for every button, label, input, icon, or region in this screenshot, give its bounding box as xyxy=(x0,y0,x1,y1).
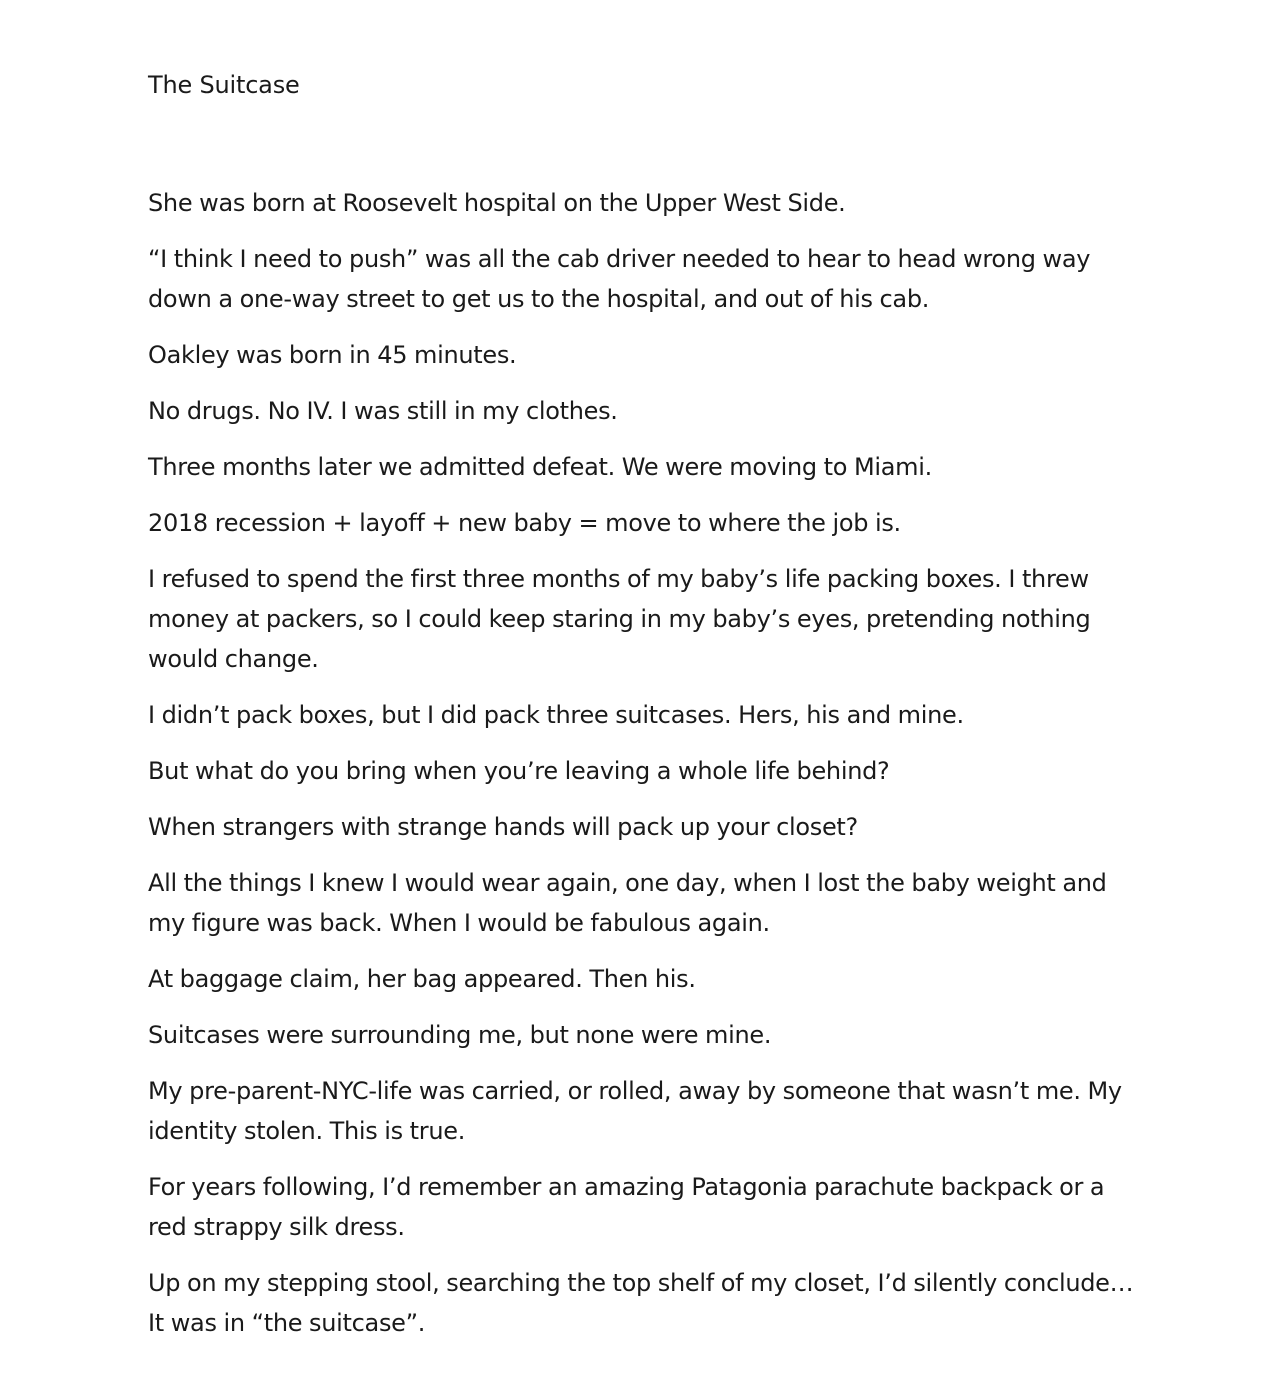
paragraph-6: 2018 recession + layoff + new baby = move to where the job is. xyxy=(148,509,901,537)
paragraph-4: No drugs. No IV. I was still in my clothes. xyxy=(148,397,618,425)
paragraph-8: I didn’t pack boxes, but I did pack three suitcases. Hers, his and mine. xyxy=(148,701,964,729)
document-title: The Suitcase xyxy=(148,71,300,99)
paragraph-15: For years following, I’d remember an amazing Patagonia parachute backpack or a red strappy silk dress. xyxy=(148,1173,1105,1241)
paragraph-5: Three months later we admitted defeat. We were moving to Miami. xyxy=(148,453,932,481)
paragraph-12: At baggage claim, her bag appeared. Then his. xyxy=(148,965,696,993)
paragraph-14: My pre-parent-NYC-life was carried, or rolled, away by someone that wasn’t me. My identity stolen. This is true. xyxy=(148,1077,1122,1145)
document-body xyxy=(148,183,1148,1343)
document-page xyxy=(148,69,1148,1359)
paragraph-13: Suitcases were surrounding me, but none were mine. xyxy=(148,1021,772,1049)
paragraph-11: All the things I knew I would wear again, one day, when I lost the baby weight and my figure was back. When I would be fabulous again. xyxy=(148,869,1107,937)
paragraph-10: When strangers with strange hands will pack up your closet? xyxy=(148,813,858,841)
paragraph-9: But what do you bring when you’re leaving a whole life behind? xyxy=(148,757,890,785)
paragraph-16: Up on my stepping stool, searching the top shelf of my closet, I’d silently conclude…It was in “the suitcase”. xyxy=(148,1269,1134,1337)
paragraph-1: She was born at Roosevelt hospital on the Upper West Side. xyxy=(148,189,846,217)
paragraph-2: “I think I need to push” was all the cab driver needed to hear to head wrong way down a one-way street to get us to the hospital, and out of his cab. xyxy=(148,245,1091,313)
paragraph-3: Oakley was born in 45 minutes. xyxy=(148,341,517,369)
paragraph-7: I refused to spend the first three months of my baby’s life packing boxes. I threw money at packers, so I could keep staring in my baby’s eyes, pretending nothing would change. xyxy=(148,565,1091,673)
